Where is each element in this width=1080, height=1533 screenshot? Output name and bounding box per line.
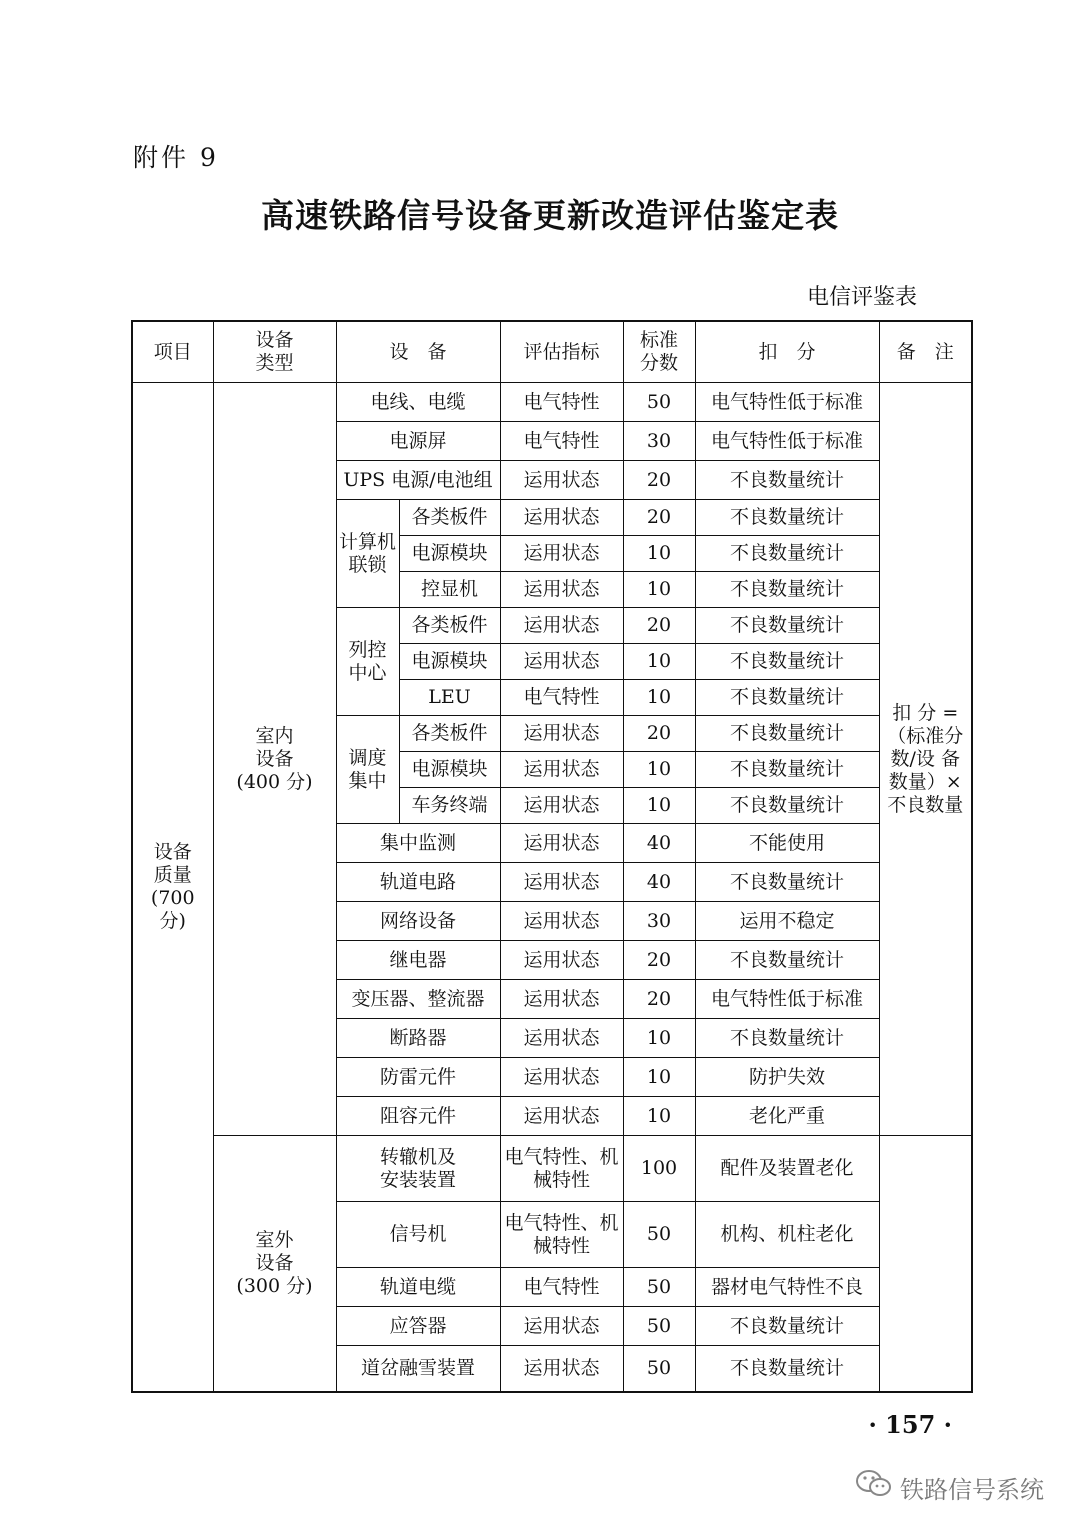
device-cell: 集中监测: [336, 824, 500, 863]
device-cell: 轨道电路: [336, 863, 500, 902]
header-cell: 项目: [132, 321, 213, 383]
index-cell: 运用状态: [500, 461, 623, 500]
deduct-cell: 配件及装置老化: [695, 1136, 879, 1202]
table-row: [132, 383, 972, 422]
score-cell: 20: [623, 941, 695, 980]
deduct-cell: 不良数量统计: [695, 788, 879, 824]
index-cell: 运用状态: [500, 608, 623, 644]
header-cell: 设 备: [336, 321, 500, 383]
deduct-cell: 电气特性低于标准: [695, 383, 879, 422]
watermark: [854, 1468, 1044, 1506]
deduct-cell: 运用不稳定: [695, 902, 879, 941]
deduct-cell: 不良数量统计: [695, 941, 879, 980]
deduct-cell: 不良数量统计: [695, 716, 879, 752]
score-cell: 50: [623, 383, 695, 422]
index-cell: 电气特性、机 械特性: [500, 1202, 623, 1268]
header-cell: 评估指标: [500, 321, 623, 383]
index-cell: 电气特性: [500, 422, 623, 461]
page-title: 高速铁路信号设备更新改造评估鉴定表: [261, 196, 839, 235]
table-row: [132, 1136, 972, 1202]
outdoor-type-cell: 室外 设备 (300 分): [213, 1136, 336, 1392]
device-cell: 各类板件: [399, 500, 500, 536]
deduct-cell: 不良数量统计: [695, 1346, 879, 1392]
score-cell: 40: [623, 863, 695, 902]
score-cell: 10: [623, 680, 695, 716]
index-cell: 运用状态: [500, 788, 623, 824]
score-cell: 50: [623, 1307, 695, 1346]
score-cell: 10: [623, 1019, 695, 1058]
score-cell: 10: [623, 644, 695, 680]
score-cell: 20: [623, 461, 695, 500]
deduct-cell: 老化严重: [695, 1097, 879, 1136]
table-subtitle: 电信评鉴表: [806, 285, 917, 310]
group-cell: 计算机 联锁: [336, 500, 399, 608]
device-cell: 断路器: [336, 1019, 500, 1058]
deduct-cell: 防护失效: [695, 1058, 879, 1097]
index-cell: 运用状态: [500, 644, 623, 680]
device-cell: 各类板件: [399, 608, 500, 644]
index-cell: 运用状态: [500, 1307, 623, 1346]
score-cell: 50: [623, 1202, 695, 1268]
page-number: · 157 ·: [868, 1410, 952, 1439]
score-cell: 10: [623, 572, 695, 608]
index-cell: 电气特性: [500, 383, 623, 422]
score-cell: 10: [623, 1097, 695, 1136]
device-cell: 信号机: [336, 1202, 500, 1268]
deduct-cell: 器材电气特性不良: [695, 1268, 879, 1307]
device-cell: 电源模块: [399, 536, 500, 572]
index-cell: 运用状态: [500, 572, 623, 608]
device-cell: 继电器: [336, 941, 500, 980]
score-cell: 30: [623, 422, 695, 461]
deduct-cell: 不良数量统计: [695, 752, 879, 788]
index-cell: 运用状态: [500, 752, 623, 788]
index-cell: 电气特性、机 械特性: [500, 1136, 623, 1202]
deduct-cell: 机构、机柱老化: [695, 1202, 879, 1268]
device-cell: UPS 电源/电池组: [336, 461, 500, 500]
group-cell: 调度 集中: [336, 716, 399, 824]
project-cell: 设备 质量 (700 分): [132, 383, 213, 1392]
deduct-cell: 不良数量统计: [695, 536, 879, 572]
device-cell: 车务终端: [399, 788, 500, 824]
index-cell: 运用状态: [500, 902, 623, 941]
deduct-cell: 不良数量统计: [695, 1019, 879, 1058]
device-cell: 控显机: [399, 572, 500, 608]
deduct-cell: 不良数量统计: [695, 461, 879, 500]
index-cell: 运用状态: [500, 1058, 623, 1097]
deduct-cell: 不良数量统计: [695, 1307, 879, 1346]
index-cell: 运用状态: [500, 980, 623, 1019]
deduct-cell: 电气特性低于标准: [695, 422, 879, 461]
index-cell: 电气特性: [500, 1268, 623, 1307]
deduct-cell: 不良数量统计: [695, 500, 879, 536]
deduct-cell: 不能使用: [695, 824, 879, 863]
index-cell: 运用状态: [500, 1019, 623, 1058]
score-cell: 20: [623, 980, 695, 1019]
group-cell: 列控 中心: [336, 608, 399, 716]
device-cell: 电线、电缆: [336, 383, 500, 422]
device-cell: LEU: [399, 680, 500, 716]
device-cell: 转辙机及 安装装置: [336, 1136, 500, 1202]
deduct-cell: 不良数量统计: [695, 863, 879, 902]
score-cell: 100: [623, 1136, 695, 1202]
device-cell: 阻容元件: [336, 1097, 500, 1136]
header-cell: 备 注: [879, 321, 972, 383]
index-cell: 电气特性: [500, 680, 623, 716]
index-cell: 运用状态: [500, 824, 623, 863]
note-cell: 扣 分 =（标准分数/设 备数量）× 不良数量: [879, 383, 972, 1136]
deduct-cell: 不良数量统计: [695, 644, 879, 680]
index-cell: 运用状态: [500, 941, 623, 980]
score-cell: 40: [623, 824, 695, 863]
wechat-icon: [854, 1468, 894, 1506]
note-cell-empty: [879, 1136, 972, 1392]
deduct-cell: 不良数量统计: [695, 572, 879, 608]
device-cell: 轨道电缆: [336, 1268, 500, 1307]
deduct-cell: 电气特性低于标准: [695, 980, 879, 1019]
score-cell: 10: [623, 752, 695, 788]
evaluation-table: [131, 320, 973, 1393]
device-cell: 电源屏: [336, 422, 500, 461]
device-cell: 各类板件: [399, 716, 500, 752]
score-cell: 50: [623, 1268, 695, 1307]
score-cell: 10: [623, 1058, 695, 1097]
header-cell: 设备 类型: [213, 321, 336, 383]
index-cell: 运用状态: [500, 1097, 623, 1136]
score-cell: 30: [623, 902, 695, 941]
index-cell: 运用状态: [500, 1346, 623, 1392]
device-cell: 电源模块: [399, 752, 500, 788]
deduct-cell: 不良数量统计: [695, 680, 879, 716]
index-cell: 运用状态: [500, 716, 623, 752]
device-cell: 应答器: [336, 1307, 500, 1346]
score-cell: 20: [623, 608, 695, 644]
index-cell: 运用状态: [500, 536, 623, 572]
index-cell: 运用状态: [500, 863, 623, 902]
header-cell: 标准 分数: [623, 321, 695, 383]
device-cell: 道岔融雪装置: [336, 1346, 500, 1392]
device-cell: 变压器、整流器: [336, 980, 500, 1019]
attachment-label: 附件 9: [133, 143, 219, 172]
device-cell: 网络设备: [336, 902, 500, 941]
watermark-text: 铁路信号系统: [900, 1475, 1044, 1504]
score-cell: 20: [623, 500, 695, 536]
device-cell: 防雷元件: [336, 1058, 500, 1097]
score-cell: 20: [623, 716, 695, 752]
header-row: [132, 321, 972, 383]
device-cell: 电源模块: [399, 644, 500, 680]
score-cell: 10: [623, 536, 695, 572]
header-cell: 扣 分: [695, 321, 879, 383]
score-cell: 50: [623, 1346, 695, 1392]
index-cell: 运用状态: [500, 500, 623, 536]
indoor-type-cell: 室内 设备 (400 分): [213, 383, 336, 1136]
deduct-cell: 不良数量统计: [695, 608, 879, 644]
score-cell: 10: [623, 788, 695, 824]
